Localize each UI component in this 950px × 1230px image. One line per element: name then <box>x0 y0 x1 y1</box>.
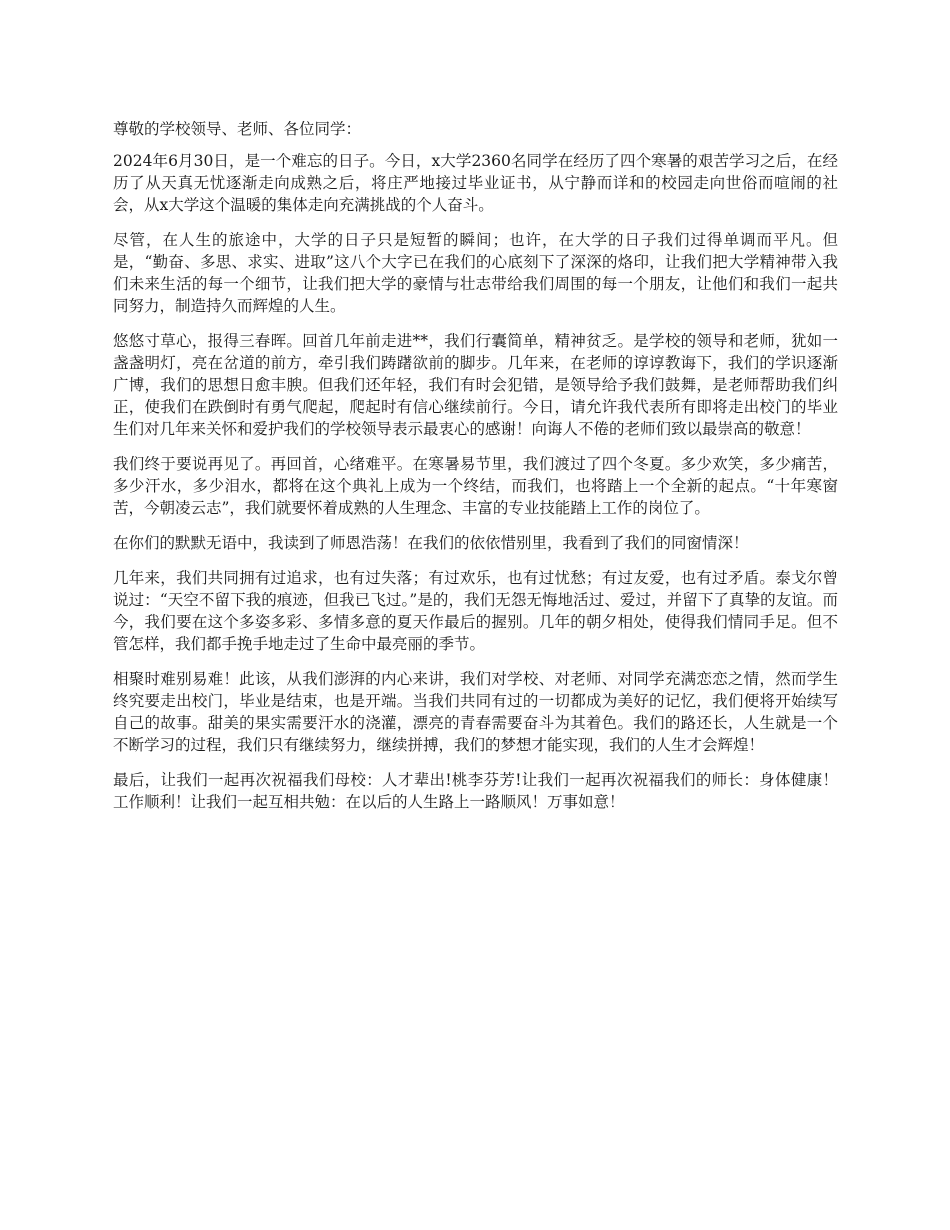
paragraph-friendship: 在你们的默默无语中，我读到了师恩浩荡！在我们的依依惜别里，我看到了我们的同窗情深！ <box>113 534 749 552</box>
paragraph-future: 相聚时难别易难！此该，从我们澎湃的内心来讲，我们对学校、对老师、对同学充满恋恋之情，然而学生终究要走出校门，毕业是结束，也是开端。当我们共同有过的一切都成为美好的记忆，我们便将开始续写自己的故事。甜美的果实需要汗水的浇灌，漂亮的青春需要奋斗为其着色。我们的路还长，人生就是一个不断学习的过程，我们只有继续努力，继续拼搏，我们的梦想才能实现，我们的人生才会辉煌！ <box>113 670 838 754</box>
paragraph-gratitude: 悠悠寸草心，报得三春晖。回首几年前走进**，我们行囊简单，精神贫乏。是学校的领导和老师，犹如一盏盏明灯，亮在岔道的前方，牵引我们踌躇欲前的脚步。几年来，在老师的谆谆教诲下，我们的学识逐渐广博，我们的思想日愈丰腴。但我们还年轻，我们有时会犯错，是领导给予我们鼓舞，是老师帮助我们纠正，使我们在跌倒时有勇气爬起，爬起时有信心继续前行。今日，请允许我代表所有即将走出校门的毕业生们对几年来关怀和爱护我们的学校领导表示最衷心的感谢！向诲人不倦的老师们致以最崇高的敬意！ <box>113 332 838 438</box>
paragraph-university-spirit: 尽管，在人生的旅途中，大学的日子只是短暂的瞬间；也许，在大学的日子我们过得单调而平凡。但是，“勤奋、多思、求实、进取”这八个大字已在我们的心底刻下了深深的烙印，让我们把大学精神带入我们未来生活的每一个细节，让我们把大学的豪情与壮志带给我们周围的每一个朋友，让他们和我们一起共同努力，制造持久而辉煌的人生。 <box>113 231 838 315</box>
paragraph-memories: 几年来，我们共同拥有过追求，也有过失落；有过欢乐，也有过忧愁；有过友爱，也有过矛盾。泰戈尔曾说过：“天空不留下我的痕迹，但我已飞过。”是的，我们无怨无悔地活过、爱过，并留下了真挚的友谊。而今，我们要在这个多姿多彩、多情多意的夏天作最后的握别。几年的朝夕相处，使得我们情同手足。但不管怎样，我们都手挽手地走过了生命中最亮丽的季节。 <box>113 569 838 653</box>
paragraph-graduation-date: 2024年6月30日，是一个难忘的日子。今日，x大学2360名同学在经历了四个寒暑的艰苦学习之后，在经历了从天真无忧逐渐走向成熟之后，将庄严地接过毕业证书，从宁静而详和的校园走向世俗而喧闹的社会，从x大学这个温暖的集体走向充满挑战的个人奋斗。 <box>113 152 838 214</box>
document-body <box>113 118 838 826</box>
paragraph-farewell: 我们终于要说再见了。再回首，心绪难平。在寒暑易节里，我们渡过了四个冬夏。多少欢笑，多少痛苦，多少汗水，多少泪水，都将在这个典礼上成为一个终结，而我们，也将踏上一个全新的起点。“十年寒窗苦，今朝凌云志”，我们就要怀着成熟的人生理念、丰富的专业技能踏上工作的岗位了。 <box>113 455 838 517</box>
paragraph-blessings: 最后，让我们一起再次祝福我们母校：人才辈出!桃李芬芳!让我们一起再次祝福我们的师长：身体健康！工作顺利！让我们一起互相共勉：在以后的人生路上一路顺风！万事如意！ <box>113 771 838 811</box>
greeting: 尊敬的学校领导、老师、各位同学： <box>113 120 362 138</box>
